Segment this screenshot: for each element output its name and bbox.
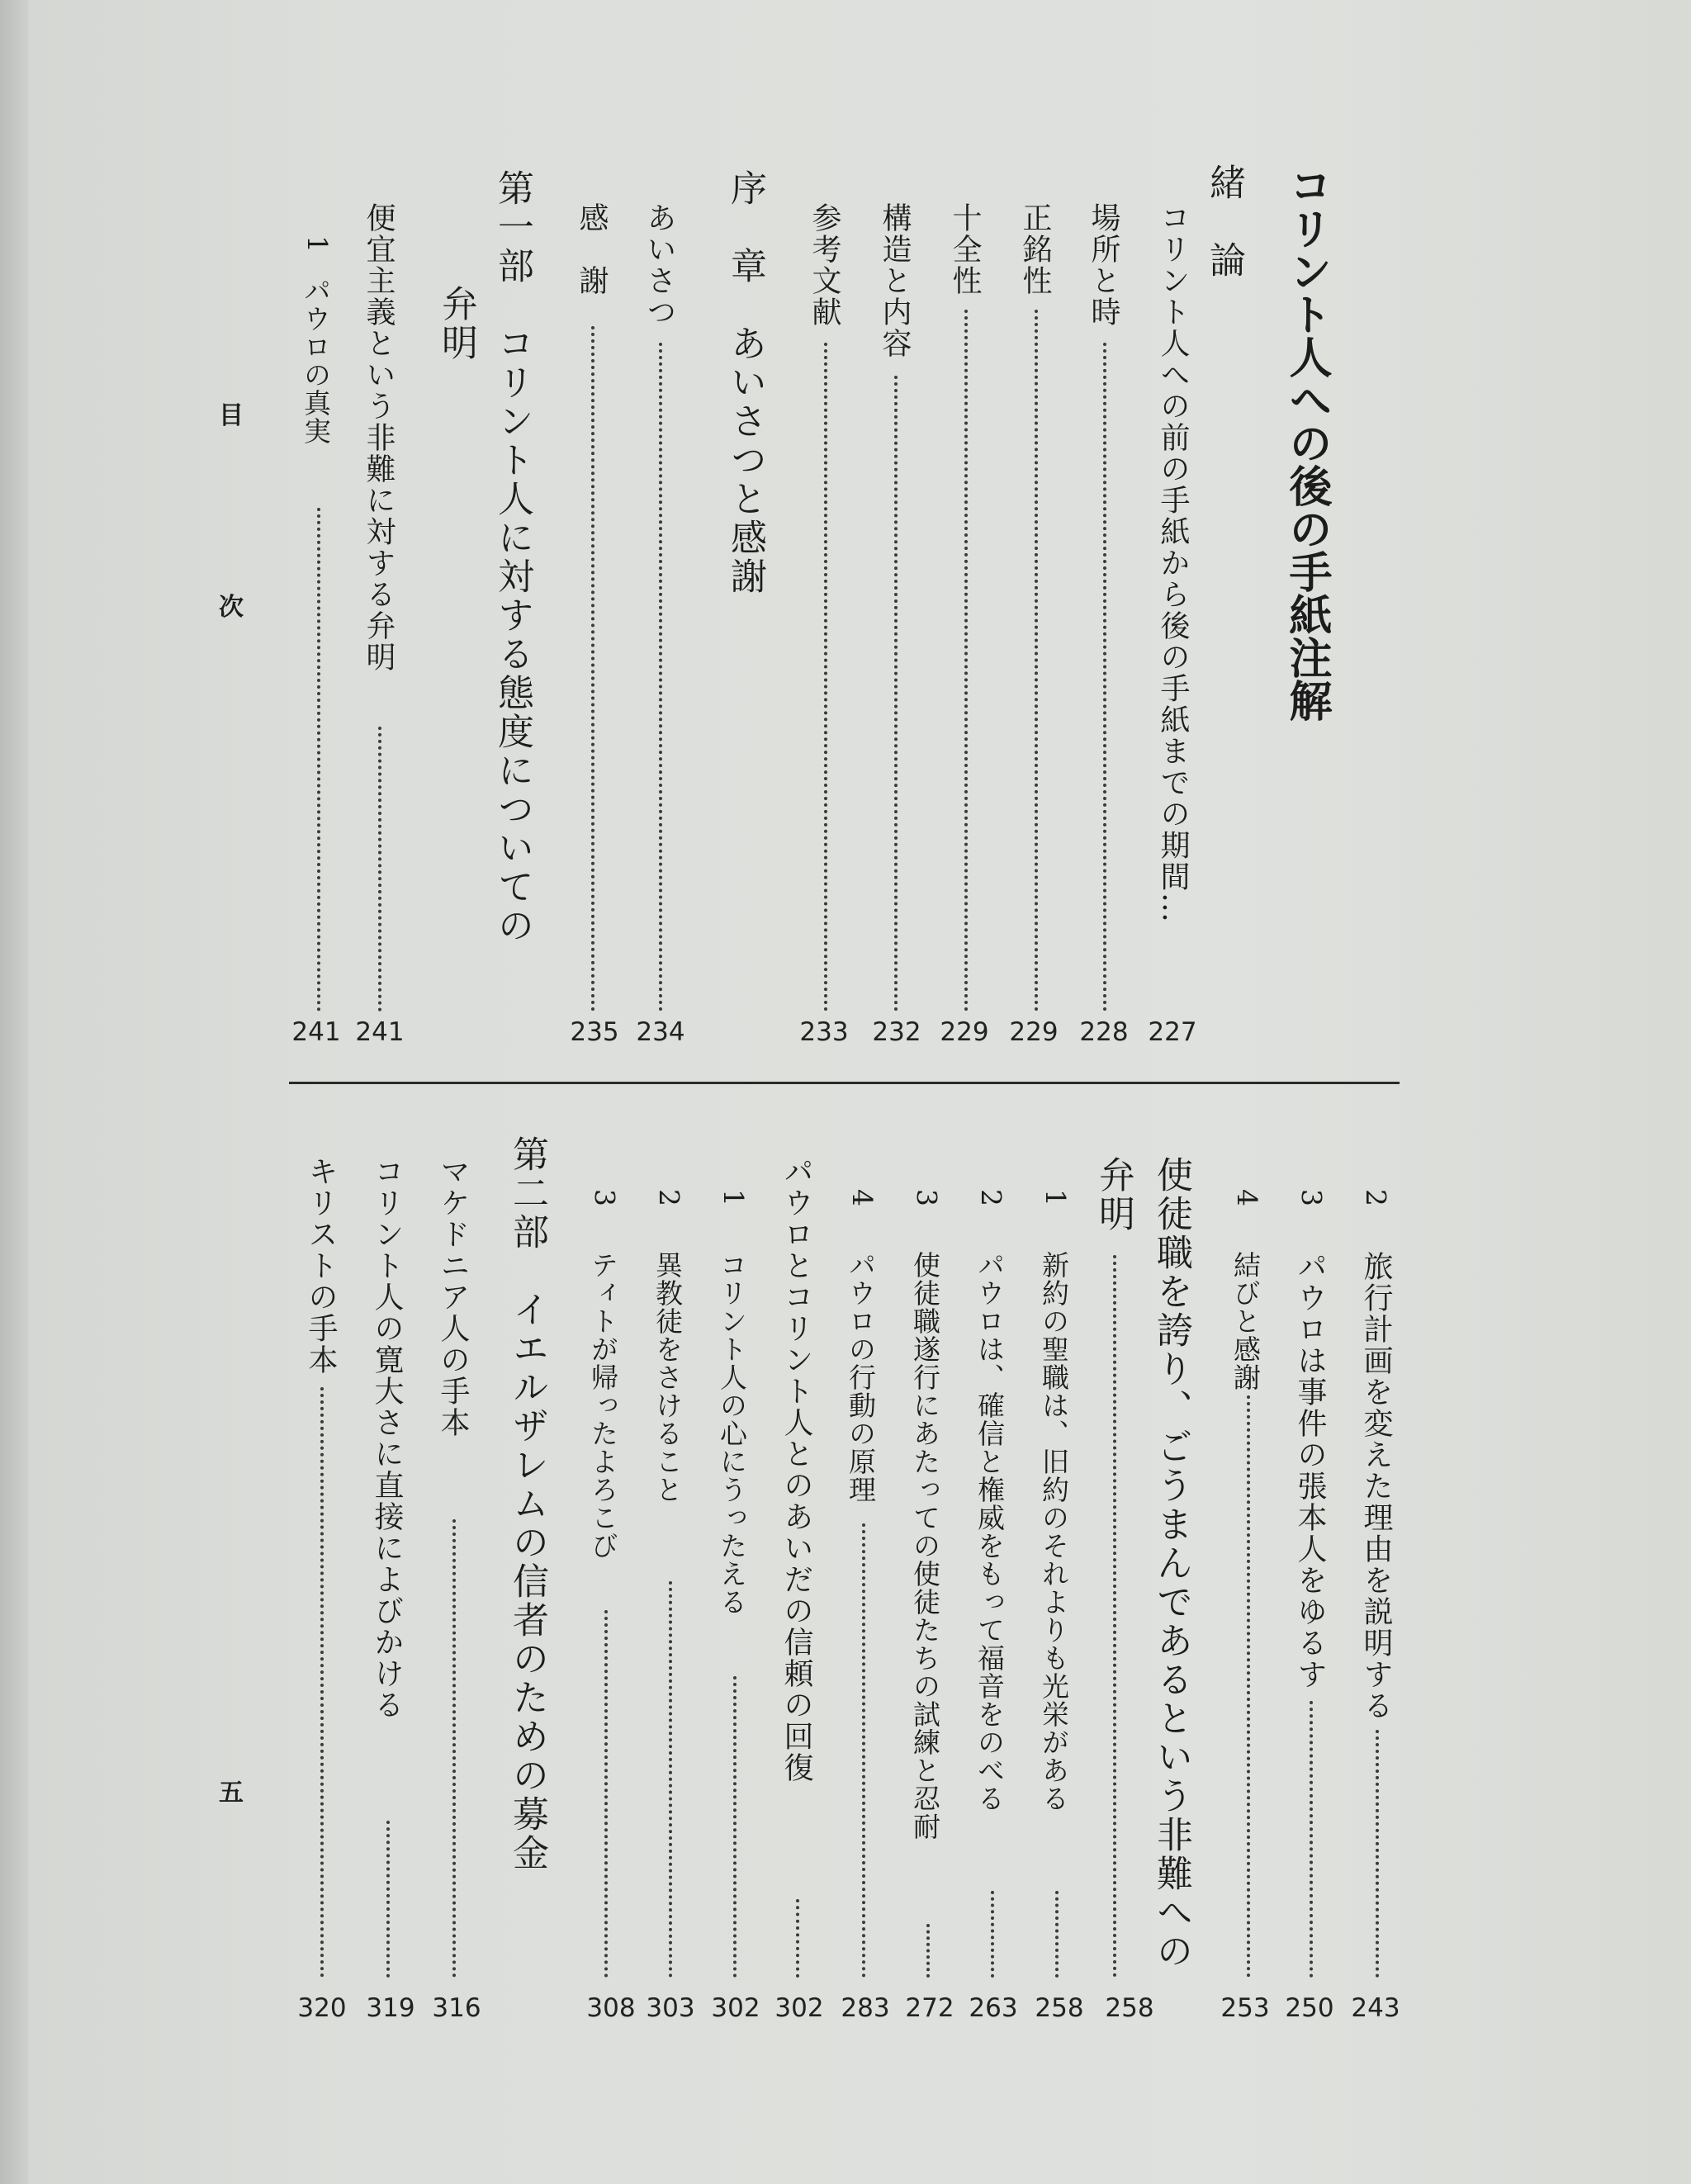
toc-entry: 使徒職遂行にあたっての使徒たちの試練と忍耐 <box>909 1251 941 1841</box>
toc-page-number: 241 <box>291 1017 341 1047</box>
toc-entry-number: 3 <box>911 1189 943 1207</box>
toc-entry: 便宜主義という非難に対する弁明 <box>362 202 396 673</box>
toc-entry: パウロの行動の原理 <box>845 1251 877 1504</box>
toc-leader <box>862 1523 865 1978</box>
toc-entry: 旅行計画を変えた理由を説明する <box>1359 1251 1393 1722</box>
toc-page-number: 303 <box>646 1993 695 2023</box>
book-title: コリント人への後の手紙注解 <box>1281 163 1332 722</box>
toc-entry: 感 謝 <box>575 202 609 296</box>
toc-leader <box>659 343 662 1011</box>
toc-entry-number: 2 <box>975 1189 1007 1207</box>
book-binding-edge <box>0 0 28 2184</box>
toc-page-number: 263 <box>969 1993 1018 2023</box>
toc-entry: パウロとコリント人とのあいだの信頼の回復 <box>779 1156 813 1784</box>
toc-entry: 結びと感謝 <box>1229 1251 1262 1391</box>
toc-page-number: 319 <box>366 1993 415 2023</box>
toc-entry: 場所と時 <box>1087 202 1120 328</box>
toc-page-number: 229 <box>1009 1017 1059 1047</box>
toc-page-number: 308 <box>586 1993 636 2023</box>
toc-page-number: 241 <box>355 1017 405 1047</box>
toc-page-number: 229 <box>940 1017 989 1047</box>
toc-entry: コリント人の心にうったえる <box>716 1251 748 1616</box>
toc-page-number: 243 <box>1351 1993 1400 2023</box>
toc-entry: あいさつ <box>642 202 676 328</box>
running-head-ji: 次 <box>219 593 244 622</box>
toc-entry: 新約の聖職は、旧約のそれよりも光栄がある <box>1038 1251 1070 1812</box>
toc-page-number: 283 <box>841 1993 890 2023</box>
toc-leader <box>320 1387 324 1978</box>
toc-heading-part-one-cont: 弁明 <box>435 285 477 362</box>
toc-entry: 参考文献 <box>808 202 841 328</box>
toc-entry: パウロの真実 <box>300 277 332 445</box>
running-head-mokuji: 目 <box>219 401 244 430</box>
toc-leader <box>386 1821 390 1978</box>
toc-leader <box>964 310 968 1011</box>
toc-heading-section-cont: 弁明 <box>1092 1156 1134 1234</box>
toc-heading-section: 使徒職を誇り、ごうまんであるという非難への <box>1150 1156 1192 1971</box>
toc-entry-number: 4 <box>1231 1189 1263 1207</box>
toc-entry: パウロは事件の張本人をゆるす <box>1293 1251 1327 1690</box>
toc-entry: ティトが帰ったよろこび <box>587 1251 619 1560</box>
toc-heading-prologue: 序 章 あいさつと感謝 <box>724 169 766 596</box>
toc-page-number: 302 <box>774 1993 824 2023</box>
toc-entry: パウロは、確信と権威をもって福音をのべる <box>973 1251 1006 1812</box>
toc-leader <box>733 1676 737 1978</box>
toc-entry-number: 1 <box>718 1189 750 1207</box>
toc-leader <box>378 727 381 1011</box>
toc-entry-number: 3 <box>1295 1189 1328 1207</box>
toc-page-number: 320 <box>297 1993 347 2023</box>
toc-leader <box>591 326 594 1011</box>
toc-leader <box>317 508 320 1011</box>
toc-page-number: 228 <box>1079 1017 1129 1047</box>
toc-page-number: 272 <box>905 1993 954 2023</box>
toc-page-number: 316 <box>432 1993 481 2023</box>
toc-leader <box>1113 1255 1116 1978</box>
toc-leader <box>1310 1701 1313 1978</box>
toc-leader <box>796 1899 799 1978</box>
section-divider <box>289 1082 1400 1084</box>
toc-entry-number: 1 <box>1040 1189 1072 1207</box>
toc-entry-number: 2 <box>653 1189 685 1207</box>
toc-leader <box>926 1924 930 1978</box>
toc-entry: コリント人への前の手紙から後の手紙までの期間… <box>1156 202 1190 924</box>
toc-entry-number: 4 <box>846 1189 879 1207</box>
toc-leader <box>991 1891 994 1978</box>
toc-leader <box>1247 1395 1250 1978</box>
toc-page-number: 250 <box>1285 1993 1334 2023</box>
toc-leader <box>604 1610 608 1978</box>
toc-entry: 正銘性 <box>1018 202 1052 296</box>
toc-page-number: 233 <box>799 1017 849 1047</box>
toc-entry-number: 2 <box>1360 1189 1392 1207</box>
toc-entry: 構造と内容 <box>878 202 912 359</box>
toc-heading-introduction: 緒 論 <box>1203 163 1245 280</box>
toc-page-number: 234 <box>636 1017 685 1047</box>
toc-entry: 異教徒をさけること <box>651 1251 684 1504</box>
toc-leader <box>1055 1891 1059 1978</box>
toc-entry: マケドニア人の手本 <box>436 1156 470 1438</box>
toc-page-number: 227 <box>1148 1017 1197 1047</box>
toc-leader <box>1376 1730 1379 1978</box>
toc-page-number: 253 <box>1220 1993 1270 2023</box>
toc-leader <box>894 376 898 1011</box>
toc-entry-number: 3 <box>589 1189 621 1207</box>
toc-heading-part-one: 第一部 コリント人に対する態度についての <box>491 169 533 945</box>
toc-leader <box>669 1581 672 1978</box>
toc-entry: 十全性 <box>948 202 982 296</box>
toc-heading-part-two: 第二部 イエルザレムの信者のための募金 <box>506 1135 548 1873</box>
toc-leader <box>1103 343 1106 1011</box>
toc-page-number: 258 <box>1105 1993 1154 2023</box>
toc-entry-number: 1 <box>301 235 334 253</box>
toc-leader <box>1035 310 1038 1011</box>
toc-page-number: 235 <box>570 1017 619 1047</box>
toc-leader <box>824 343 827 1011</box>
toc-page-number: 232 <box>872 1017 921 1047</box>
toc-page-number: 302 <box>711 1993 760 2023</box>
toc-page-number: 258 <box>1035 1993 1084 2023</box>
page-number-kanji: 五 <box>219 1779 244 1807</box>
toc-entry: コリント人の寛大さに直接によびかける <box>370 1156 404 1721</box>
toc-leader <box>452 1519 456 1978</box>
toc-entry: キリストの手本 <box>304 1156 338 1376</box>
